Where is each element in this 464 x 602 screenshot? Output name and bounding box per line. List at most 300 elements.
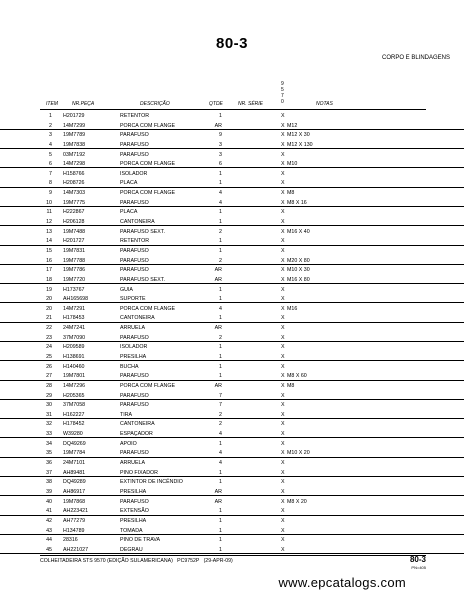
cell-item: 7 [49, 170, 52, 177]
table-row [0, 133, 464, 138]
table-row [0, 442, 464, 447]
cell-desc: PARAFUSO [120, 267, 149, 274]
cell-notes: M16 [287, 305, 298, 312]
table-row [0, 422, 464, 427]
cell-qty: AR [214, 498, 222, 505]
cell-part: H206128 [63, 219, 85, 226]
cell-qty: 1 [219, 247, 222, 254]
cell-part: AH77279 [63, 517, 86, 524]
cell-part: 24M7101 [63, 460, 86, 467]
table-row [0, 259, 464, 265]
cell-qty: 1 [219, 546, 222, 553]
cell-item: 2 [49, 122, 52, 129]
cell-notes: M8 X 16 [287, 199, 307, 206]
cell-desc: ARRUELA [120, 325, 146, 332]
table-row [0, 239, 464, 245]
table-row [0, 461, 464, 466]
table-row [0, 500, 464, 505]
cell-item: 37 [46, 469, 52, 476]
footer-date: (29-APR-09) [203, 558, 233, 564]
cell-desc: PARAFUSO [120, 247, 149, 254]
cell-part: 19M7720 [63, 276, 86, 283]
cell-serial: X [281, 421, 285, 428]
header-item: ITEM [46, 101, 58, 107]
table-row [0, 153, 464, 158]
table-row [0, 374, 464, 380]
cell-part: H162227 [63, 411, 85, 418]
cell-serial: X [281, 141, 285, 148]
cell-item: 1 [49, 113, 52, 119]
cell-item: 24 [46, 344, 52, 351]
cell-item: 21 [46, 315, 52, 322]
table-row [0, 451, 464, 457]
cell-qty: 9 [219, 132, 222, 139]
cell-desc: PARAFUSO [120, 402, 149, 409]
table-row [0, 249, 464, 254]
table-row [0, 143, 464, 149]
cell-qty: AR [214, 267, 222, 274]
cell-part: 28316 [63, 537, 78, 544]
cell-part: 14M7298 [63, 161, 86, 168]
cell-desc: CANTONEIRA [120, 219, 155, 226]
cell-item: 44 [46, 537, 52, 544]
section-title: CORPO E BLINDAGENS [381, 55, 450, 61]
table-row [0, 471, 464, 477]
cell-part: AH89481 [63, 469, 86, 476]
cell-qty: 3 [219, 141, 222, 148]
cell-item: 36 [46, 460, 52, 467]
cell-item: 28 [46, 382, 52, 389]
cell-serial: X [281, 247, 285, 254]
cell-item: 11 [46, 209, 52, 216]
cell-qty: 4 [219, 199, 222, 206]
cell-desc: ARRUELA [120, 460, 146, 467]
cell-desc: PARAFUSO [120, 392, 149, 399]
cell-serial: X [281, 276, 285, 283]
cell-item: 5 [49, 151, 52, 158]
cell-serial: X [281, 190, 285, 197]
cell-part: H209589 [63, 344, 85, 351]
cell-desc: PARAFUSO SEXT. [120, 228, 165, 235]
cell-desc: PRESILHA [120, 354, 147, 360]
cell-desc: PARAFUSO [120, 334, 149, 341]
table-row [0, 191, 464, 196]
cell-qty: 1 [219, 209, 222, 216]
cell-part: 19M7488 [63, 228, 86, 235]
cell-qty: 1 [219, 469, 222, 476]
cell-qty: 1 [219, 180, 222, 187]
cell-item: 10 [46, 199, 52, 206]
cell-item: 30 [46, 402, 52, 409]
cell-desc: CANTONEIRA [120, 315, 155, 322]
cell-part: AH86917 [63, 488, 86, 495]
cell-item: 42 [46, 517, 52, 524]
table-row [0, 519, 464, 524]
cell-item: 17 [46, 267, 52, 274]
cell-item: 20 [46, 305, 52, 312]
cell-item: 14 [46, 238, 52, 245]
cell-qty: 1 [219, 373, 222, 380]
cell-part: 14M7303 [63, 190, 86, 197]
cell-desc: BUCHA [120, 363, 139, 370]
table-row [0, 278, 464, 284]
cell-serial: X [281, 151, 285, 158]
cell-serial: X [281, 267, 285, 274]
cell-part: 19M7838 [63, 141, 86, 148]
cell-item: 35 [46, 450, 52, 457]
cell-desc: PORCA COM FLANGE [120, 305, 176, 312]
cell-serial: X [281, 508, 285, 515]
table-row [0, 316, 464, 322]
cell-part: 03M7192 [63, 151, 86, 158]
header-qty: QTDE [209, 101, 223, 107]
table-row [0, 162, 464, 168]
cell-qty: 6 [219, 161, 222, 168]
cell-part: H201729 [63, 113, 85, 119]
cell-part: DQ49289 [63, 479, 86, 486]
cell-notes: M8 [287, 190, 295, 197]
footer-code: PC9752P [177, 558, 200, 564]
cell-part: H140460 [63, 363, 85, 370]
cell-serial: X [281, 488, 285, 495]
cell-part: H222867 [63, 209, 85, 216]
model-digit: 0 [281, 99, 284, 105]
cell-serial: X [281, 132, 285, 139]
table-row [0, 413, 464, 419]
cell-item: 32 [46, 421, 52, 428]
table-row [0, 490, 464, 496]
cell-desc: EXTENSÃO [120, 508, 149, 515]
cell-qty: 1 [219, 286, 222, 293]
cell-desc: PARAFUSO [120, 132, 149, 139]
cell-qty: 1 [219, 344, 222, 351]
header-rule [40, 109, 426, 110]
cell-part: H178452 [63, 421, 85, 428]
header-notes: NOTAS [316, 101, 333, 107]
cell-serial: X [281, 537, 285, 544]
cell-qty: 4 [219, 450, 222, 457]
cell-notes: M10 [287, 161, 298, 168]
cell-part: 19M7831 [63, 247, 86, 254]
cell-part: 19M7868 [63, 498, 86, 505]
cell-desc: PRESILHA [120, 488, 147, 495]
cell-part: 19M7801 [63, 373, 86, 380]
table-row [0, 230, 464, 235]
cell-qty: 4 [219, 305, 222, 312]
cell-desc: PLACA [120, 209, 138, 216]
cell-serial: X [281, 469, 285, 476]
cell-item: 20 [46, 296, 52, 303]
cell-notes: M8 X 20 [287, 498, 307, 505]
cell-serial: X [281, 170, 285, 177]
table-row [0, 124, 464, 130]
cell-qty: 1 [219, 517, 222, 524]
table-row [0, 548, 464, 554]
cell-qty: 1 [219, 113, 222, 119]
cell-serial: X [281, 498, 285, 505]
cell-desc: TIRA [120, 411, 133, 418]
cell-desc: PLACA [120, 180, 138, 187]
cell-serial: X [281, 440, 285, 447]
cell-serial: X [281, 228, 285, 235]
cell-qty: 1 [219, 508, 222, 515]
cell-item: 27 [46, 373, 52, 380]
cell-item: 19 [46, 286, 52, 293]
page-title: 80-3 [215, 35, 249, 52]
header-part: NR.PEÇA [72, 101, 95, 107]
cell-qty: 1 [219, 296, 222, 303]
cell-qty: 1 [219, 537, 222, 544]
cell-desc: SUPORTE [120, 296, 146, 303]
table-row [0, 355, 464, 361]
cell-desc: PORCA COM FLANGE [120, 122, 176, 129]
cell-qty: 2 [219, 228, 222, 235]
cell-serial: X [281, 180, 285, 187]
table-row [0, 432, 464, 438]
table-row [0, 509, 464, 515]
model-digit: 9 [281, 81, 284, 87]
cell-desc: ISOLADOR [120, 344, 148, 351]
cell-part: H208726 [63, 180, 85, 187]
cell-serial: X [281, 450, 285, 457]
cell-notes: M8 X 60 [287, 373, 307, 380]
cell-part: 37M7058 [63, 402, 86, 409]
watermark: www.epcatalogs.com [278, 575, 406, 590]
cell-serial: X [281, 325, 285, 332]
cell-item: 9 [49, 190, 52, 197]
cell-part: 24M7241 [63, 325, 86, 332]
cell-qty: 1 [219, 354, 222, 360]
cell-serial: X [281, 460, 285, 467]
cell-desc: PARAFUSO [120, 373, 149, 380]
cell-part: 19M7788 [63, 257, 86, 264]
cell-part: H201727 [63, 238, 85, 245]
cell-qty: AR [214, 382, 222, 389]
cell-desc: PORCA COM FLANGE [120, 382, 176, 389]
cell-serial: X [281, 354, 285, 360]
cell-serial: X [281, 113, 285, 119]
cell-notes: M12 X 130 [287, 141, 313, 148]
cell-desc: PARAFUSO [120, 498, 149, 505]
cell-qty: AR [214, 122, 222, 129]
cell-desc: PARAFUSO SEXT. [120, 276, 165, 283]
table-row [0, 288, 464, 293]
cell-item: 18 [46, 276, 52, 283]
cell-qty: AR [214, 488, 222, 495]
table-row [0, 201, 464, 207]
cell-item: 45 [46, 546, 52, 553]
cell-part: H138691 [63, 354, 85, 360]
cell-qty: 2 [219, 257, 222, 264]
cell-part: H173767 [63, 286, 85, 293]
table-row [0, 384, 464, 389]
cell-qty: 7 [219, 402, 222, 409]
table-row [0, 297, 464, 303]
cell-item: 26 [46, 363, 52, 370]
cell-qty: 1 [219, 219, 222, 226]
cell-serial: X [281, 161, 285, 168]
cell-qty: 2 [219, 411, 222, 418]
cell-qty: 2 [219, 334, 222, 341]
table-row [0, 529, 464, 535]
cell-notes: M8 [287, 382, 295, 389]
cell-item: 39 [46, 488, 52, 495]
cell-part: H158766 [63, 170, 85, 177]
cell-notes: M10 X 30 [287, 267, 310, 274]
cell-item: 25 [46, 354, 52, 360]
cell-part: H178453 [63, 315, 85, 322]
cell-serial: X [281, 382, 285, 389]
cell-notes: M16 X 80 [287, 276, 310, 283]
table-row [0, 326, 464, 331]
cell-serial: X [281, 363, 285, 370]
cell-notes: M12 [287, 122, 298, 129]
cell-serial: X [281, 286, 285, 293]
cell-item: 12 [46, 219, 52, 226]
cell-serial: X [281, 238, 285, 245]
table-row [0, 365, 464, 370]
cell-item: 34 [46, 440, 52, 447]
cell-desc: CANTONEIRA [120, 421, 155, 428]
cell-qty: 7 [219, 392, 222, 399]
cell-qty: 1 [219, 315, 222, 322]
cell-item: 31 [46, 411, 52, 418]
cell-desc: PARAFUSO [120, 151, 149, 158]
footer-text [40, 558, 233, 564]
cell-serial: X [281, 315, 285, 322]
cell-serial: X [281, 122, 285, 129]
cell-part: 19M7775 [63, 199, 86, 206]
cell-serial: X [281, 546, 285, 553]
cell-serial: X [281, 392, 285, 399]
cell-desc: PORCA COM FLANGE [120, 190, 176, 197]
header-desc: DESCRIÇÃO [140, 101, 170, 107]
cell-serial: X [281, 431, 285, 438]
cell-qty: 4 [219, 190, 222, 197]
cell-item: 16 [46, 257, 52, 264]
table-row [0, 220, 464, 226]
table-row [0, 172, 464, 177]
cell-qty: 1 [219, 527, 222, 534]
cell-qty: 3 [219, 151, 222, 158]
cell-qty: 1 [219, 363, 222, 370]
table-row [0, 210, 464, 215]
cell-serial: X [281, 199, 285, 206]
cell-item: 15 [46, 247, 52, 254]
cell-part: H134789 [63, 527, 85, 534]
cell-qty: 1 [219, 440, 222, 447]
cell-desc: PARAFUSO [120, 450, 149, 457]
cell-serial: X [281, 296, 285, 303]
table-row [0, 538, 464, 543]
cell-serial: X [281, 209, 285, 216]
cell-item: 4 [49, 141, 52, 148]
cell-qty: 4 [219, 460, 222, 467]
cell-serial: X [281, 305, 285, 312]
table-row [0, 394, 464, 400]
model-digit: 7 [281, 93, 284, 99]
cell-desc: PINO FIXADOR [120, 469, 158, 476]
table-row [0, 403, 464, 408]
cell-desc: PARAFUSO [120, 257, 149, 264]
cell-part: AH223421 [63, 508, 89, 515]
cell-serial: X [281, 517, 285, 524]
cell-desc: PORCA COM FLANGE [120, 161, 176, 168]
cell-item: 43 [46, 527, 52, 534]
cell-qty: 2 [219, 421, 222, 428]
cell-desc: DEGRAU [120, 546, 143, 553]
table-row [0, 181, 464, 187]
cell-serial: X [281, 219, 285, 226]
cell-notes: M20 X 80 [287, 257, 310, 264]
cell-desc: EXTINTOR DE INCÊNDIO [120, 479, 183, 486]
cell-desc: PRESILHA [120, 517, 147, 524]
cell-desc: APOIO [120, 440, 137, 447]
cell-item: 8 [49, 180, 52, 187]
cell-item: 23 [46, 334, 52, 341]
cell-desc: ISOLADOR [120, 170, 148, 177]
cell-item: 41 [46, 508, 52, 515]
footer-rule [40, 555, 426, 556]
cell-desc: RETENTOR [120, 238, 150, 245]
model-digit: 5 [281, 87, 284, 93]
cell-serial: X [281, 344, 285, 351]
cell-item: 40 [46, 498, 52, 505]
footer-pagecode: PN=405 [411, 565, 426, 570]
cell-serial: X [281, 334, 285, 341]
cell-qty: 1 [219, 170, 222, 177]
cell-part: 19M7784 [63, 450, 86, 457]
cell-qty: 4 [219, 431, 222, 438]
cell-serial: X [281, 373, 285, 380]
cell-item: 3 [49, 132, 52, 139]
cell-part: 14M7296 [63, 382, 86, 389]
cell-item: 29 [46, 392, 52, 399]
cell-item: 38 [46, 479, 52, 486]
cell-part: 37M7090 [63, 334, 86, 341]
cell-item: 13 [46, 228, 52, 235]
cell-notes: M10 X 20 [287, 450, 310, 457]
cell-serial: X [281, 402, 285, 409]
cell-part: AH221027 [63, 546, 89, 553]
cell-desc: PINO DE TRAVA [120, 537, 161, 544]
cell-item: 22 [46, 325, 52, 332]
table-row [0, 307, 464, 312]
cell-notes: M16 X 40 [287, 228, 310, 235]
table-row [0, 268, 464, 273]
cell-part: 19M7786 [63, 267, 86, 274]
footer-manual: COLHEITADEIRA STS 9570 (EDIÇÃO SULAMERICANA) [40, 558, 173, 564]
cell-part: AH165698 [63, 296, 89, 303]
cell-qty: AR [214, 276, 222, 283]
cell-desc: RETENTOR [120, 113, 150, 119]
cell-part: 19M7789 [63, 132, 86, 139]
cell-serial: X [281, 257, 285, 264]
cell-desc: GUIA [120, 286, 133, 293]
cell-item: 33 [46, 431, 52, 438]
cell-desc: ESPAÇADOR [120, 431, 153, 438]
cell-desc: PARAFUSO [120, 199, 149, 206]
cell-serial: X [281, 479, 285, 486]
cell-part: 14M7299 [63, 122, 86, 129]
cell-desc: TOMADA [120, 527, 143, 534]
cell-qty: 1 [219, 238, 222, 245]
cell-qty: AR [214, 325, 222, 332]
table-row [0, 345, 464, 350]
cell-part: 14M7291 [63, 305, 86, 312]
cell-qty: 1 [219, 479, 222, 486]
cell-item: 6 [49, 161, 52, 168]
